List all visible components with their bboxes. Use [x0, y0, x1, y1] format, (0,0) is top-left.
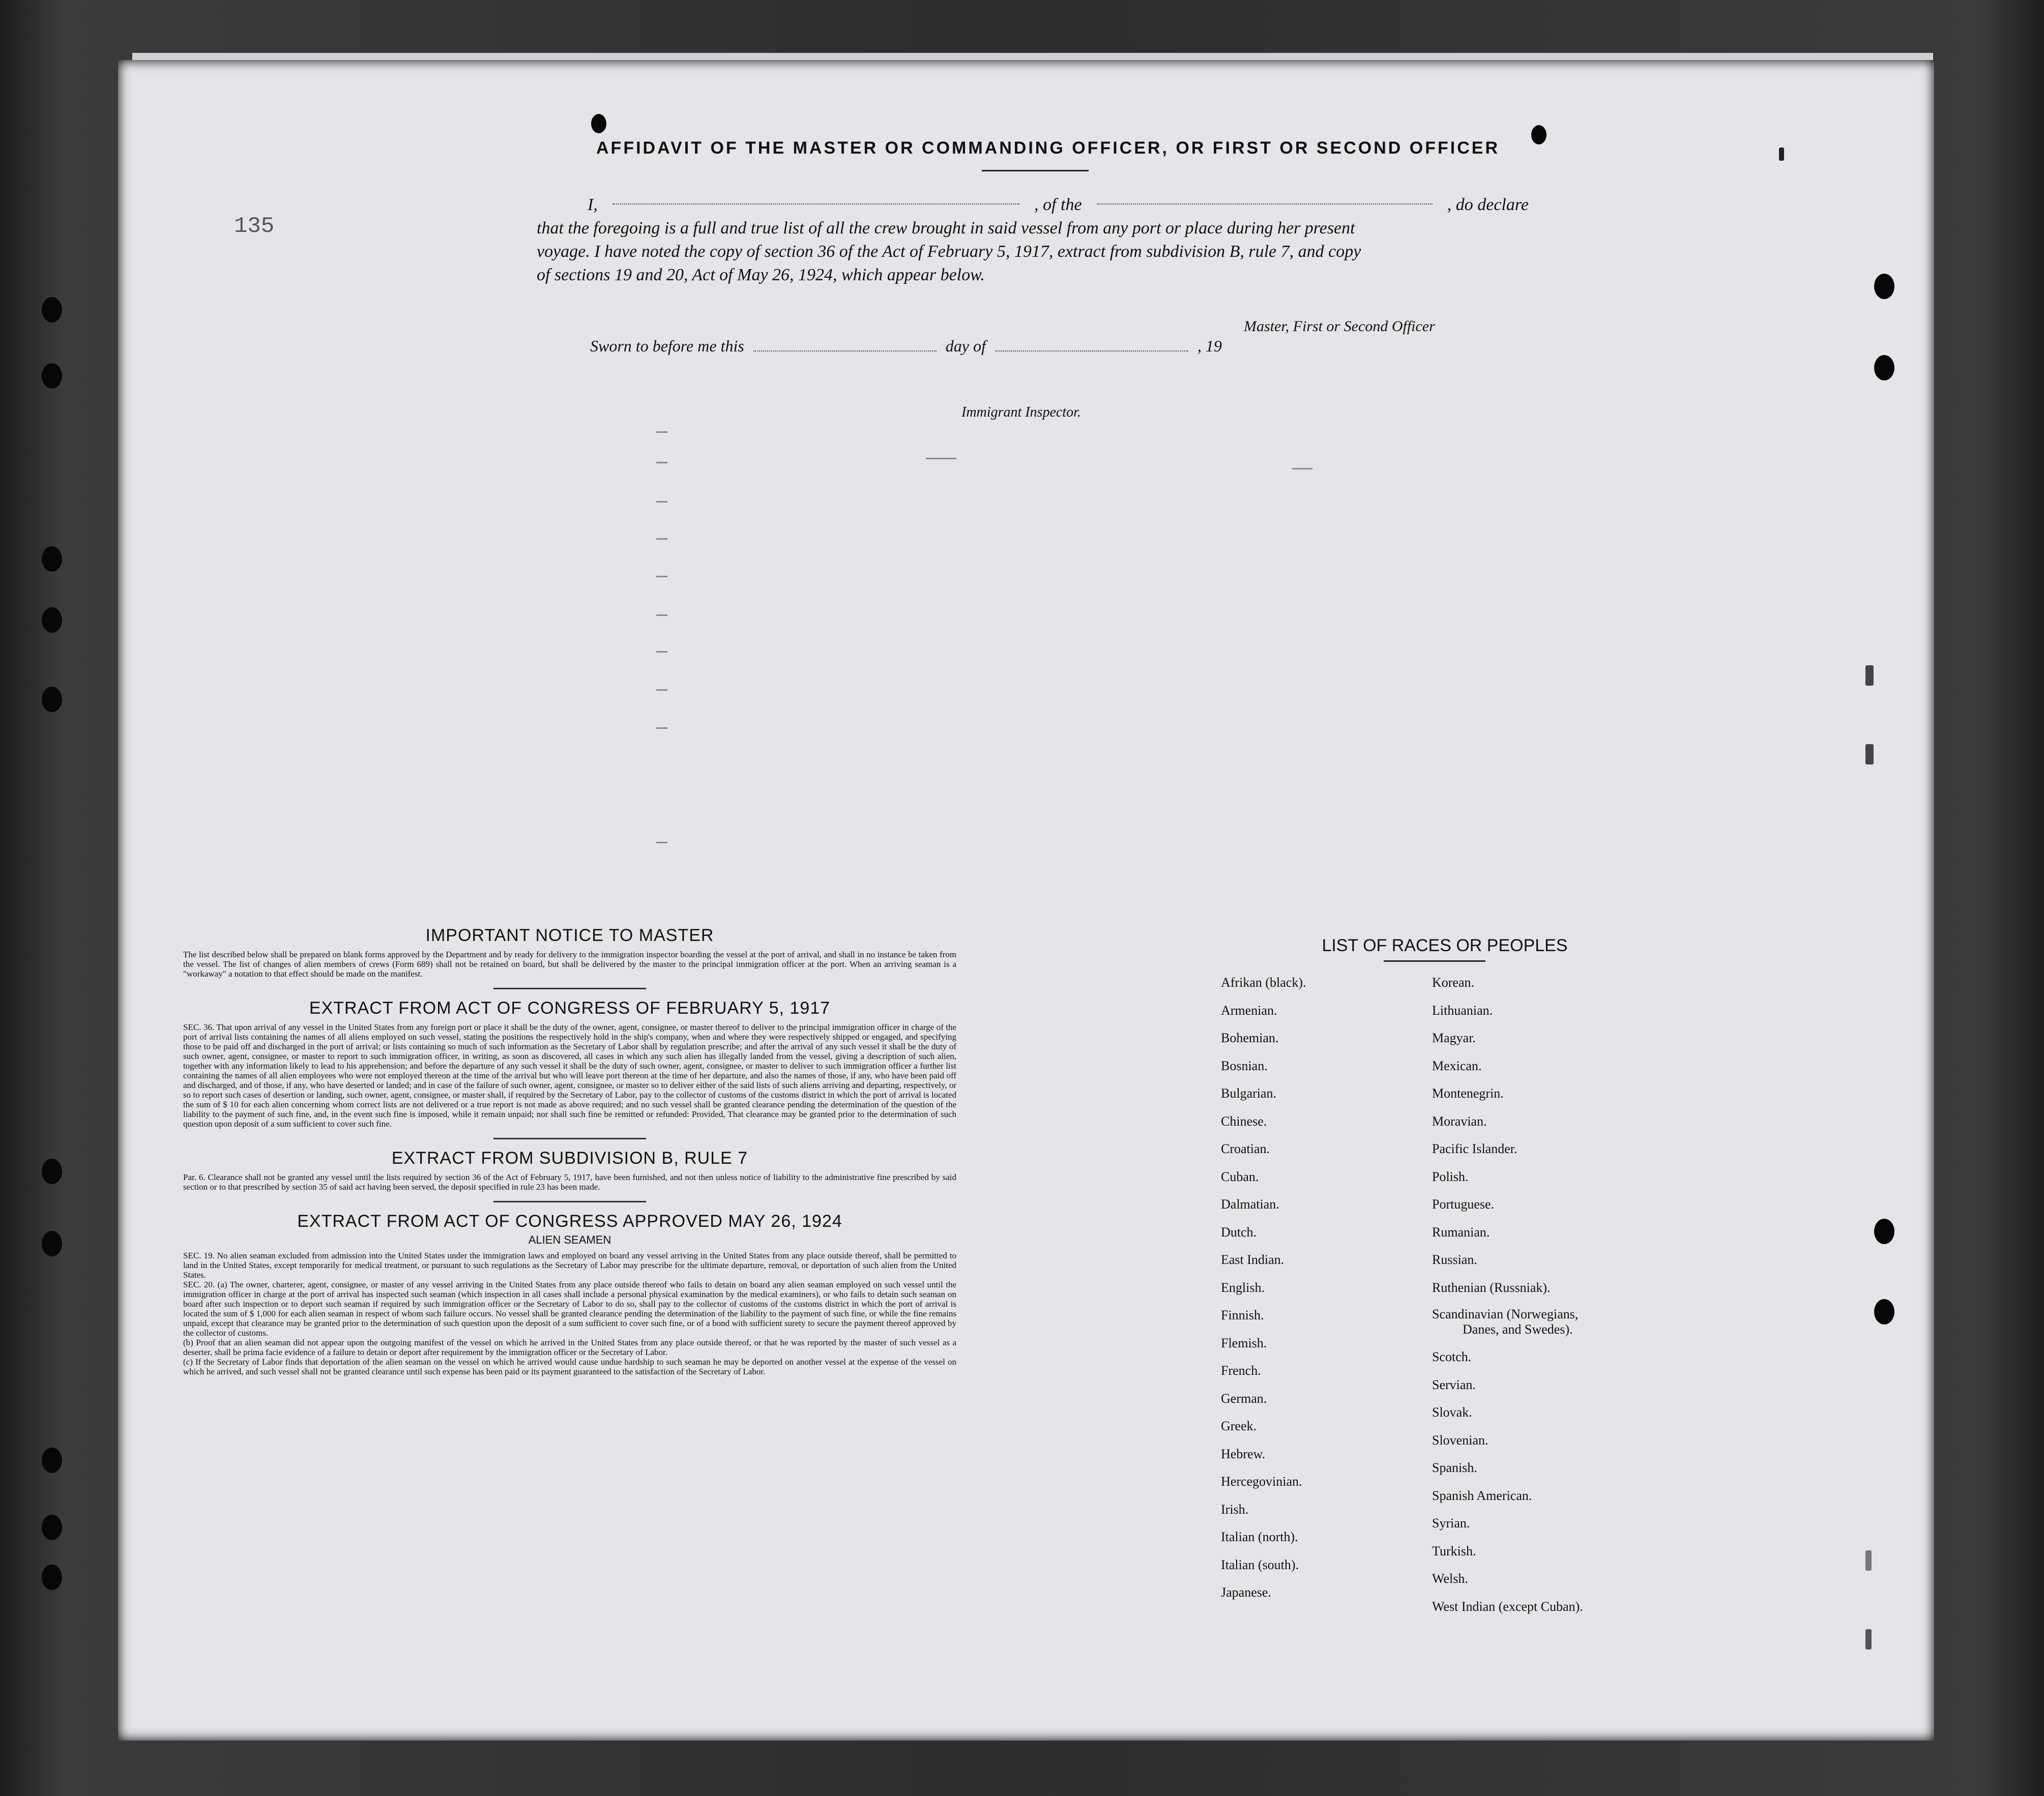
race-item: Greek. — [1221, 1419, 1257, 1433]
notices-column — [183, 926, 956, 1376]
races-list-right — [1432, 969, 1583, 1621]
punch-hole — [42, 1231, 62, 1256]
punch-hole — [1874, 1219, 1894, 1244]
races-title: LIST OF RACES OR PEOPLES — [1322, 936, 1568, 955]
extract-rule7-title: EXTRACT FROM SUBDIVISION B, RULE 7 — [391, 1149, 748, 1168]
race-item: German. — [1221, 1391, 1267, 1406]
race-item: Welsh. — [1432, 1571, 1468, 1586]
punch-hole — [42, 297, 62, 322]
race-item: Ruthenian (Russniak). — [1432, 1280, 1551, 1295]
extract-1924-sec20c: (c) If the Secretary of Labor finds that deportation of the alien seaman on the vessel on which he arrived would cause undue hardship to such seaman he may be deported on another vessel at the expense of the vessel on which he arrived, and such vessel shall not be granted clearance until such expense has been paid or its payment guaranteed to the satisfaction of the Secretary of Labor. — [183, 1357, 956, 1376]
race-item: Bulgarian. — [1221, 1086, 1277, 1101]
sworn-year: , 19 — [1197, 337, 1222, 355]
margin-mark — [1779, 148, 1784, 161]
race-item: Montenegrin. — [1432, 1086, 1504, 1101]
race-item: Polish. — [1432, 1169, 1469, 1184]
race-item: Mexican. — [1432, 1058, 1482, 1073]
race-item: Scotch. — [1432, 1349, 1472, 1364]
race-item: Chinese. — [1221, 1113, 1267, 1129]
margin-mark — [1865, 744, 1874, 764]
race-item: Cuban. — [1221, 1169, 1259, 1184]
bleed-through-mark — [656, 651, 667, 653]
declaration-line-1 — [537, 193, 1529, 217]
race-item: Magyar. — [1432, 1031, 1476, 1045]
affidavit-title: AFFIDAVIT OF THE MASTER OR COMMANDING OFFICER, OR FIRST OR SECOND OFFICER — [596, 138, 1500, 158]
sworn-line — [590, 337, 1222, 356]
declaration-line-2: that the foregoing is a full and true list of all the crew brought in said vessel from any port or place during her present — [537, 219, 1355, 238]
bleed-through-mark — [656, 538, 667, 540]
race-item: Italian (north). — [1221, 1529, 1298, 1544]
punch-hole — [42, 1515, 62, 1540]
margin-mark — [1865, 1550, 1872, 1571]
title-underline — [982, 170, 1089, 171]
bleed-through-mark — [656, 842, 667, 843]
sworn-month-blank — [995, 340, 1188, 351]
extract-rule7-text: Par. 6. Clearance shall not be granted any vessel until the lists required by section 36 of the Act of February 5, 1917, have been furnished, and not then unless notice of liability to the administrative fine prescribed by said section or to that prescribed by section 35 of said act having been served, the deposit specified in rule 23 has been made. — [183, 1172, 956, 1192]
race-item: English. — [1221, 1280, 1265, 1295]
bleed-through-mark — [656, 431, 667, 433]
punch-hole — [42, 546, 62, 572]
race-item: Korean. — [1432, 975, 1475, 990]
section-divider — [493, 1138, 646, 1139]
races-title-underline — [1384, 960, 1485, 962]
declaration-line-3: voyage. I have noted the copy of section 36 of the Act of February 5, 1917, extract from subdivision B, rule 7, and copy — [537, 242, 1361, 261]
race-item — [1432, 1302, 1583, 1343]
race-item: Bohemian. — [1221, 1031, 1279, 1045]
punch-hole — [42, 1565, 62, 1590]
sworn-day-blank — [753, 340, 937, 351]
race-item: Hercegovinian. — [1221, 1474, 1302, 1489]
punch-hole — [42, 687, 62, 712]
race-item: Portuguese. — [1432, 1197, 1495, 1212]
extract-1924-subtitle: ALIEN SEAMEN — [528, 1233, 611, 1246]
section-divider — [493, 1201, 646, 1202]
bleed-through-mark — [926, 458, 956, 459]
race-item: Irish. — [1221, 1501, 1249, 1517]
declaration-line-4: of sections 19 and 20, Act of May 26, 1924, which appear below. — [537, 266, 985, 284]
extract-1917-title: EXTRACT FROM ACT OF CONGRESS OF FEBRUARY 5, 1917 — [309, 998, 831, 1018]
margin-mark — [1865, 1629, 1872, 1650]
affidavit-of-the: , of the — [1034, 195, 1082, 214]
race-item: Japanese. — [1221, 1585, 1271, 1600]
punch-hole — [1874, 355, 1894, 380]
bleed-through-mark — [656, 576, 667, 577]
extract-1924-title: EXTRACT FROM ACT OF CONGRESS APPROVED MAY 26, 1924 — [297, 1212, 842, 1231]
race-item: Spanish. — [1432, 1460, 1477, 1475]
races-list-left — [1221, 969, 1306, 1607]
punch-hole — [42, 607, 62, 633]
race-item: Croatian. — [1221, 1141, 1270, 1156]
margin-note: 135 — [234, 214, 275, 239]
affidavit-i: I, — [588, 195, 598, 214]
punch-hole — [1874, 1299, 1894, 1324]
race-item: Servian. — [1432, 1377, 1476, 1392]
race-item: Slovenian. — [1432, 1432, 1488, 1448]
race-item: Dutch. — [1221, 1224, 1257, 1240]
race-item-line: Scandinavian (Norwegians, — [1432, 1307, 1579, 1321]
sworn-day-of: day of — [945, 337, 986, 355]
race-item: Bosnian. — [1221, 1058, 1268, 1073]
race-item: West Indian (except Cuban). — [1432, 1599, 1583, 1614]
race-item: Flemish. — [1221, 1335, 1267, 1350]
important-notice-text: The list described below shall be prepared on blank forms approved by the Department and by ready for delivery to the immigration inspector boarding the vessel at the port of arrival, and shall in no instance be taken from the vessel. The list of changes of alien members of crews (Form 689) shall not be retained on board, but shall be delivered by the master to the principal immigration officer at the port. When an arriving seaman is a "workaway" a notation to that effect should be made on the manifest. — [183, 950, 956, 979]
race-item: Afrikan (black). — [1221, 975, 1306, 990]
extract-1924-sec19: SEC. 19. No alien seaman excluded from admission into the United States under the immigration laws and employed on board any vessel arriving in the United States from any place outside thereof, shall be permitted to land in the United States, except temporarily for medical treatment, or pursuant to such regulations as the Secretary of Labor may prescribe for the ultimate departure, removal, or deportation of such alien from the United States. — [183, 1251, 956, 1280]
race-item: Armenian. — [1221, 1003, 1277, 1018]
race-item: Hebrew. — [1221, 1446, 1266, 1461]
affidavit-declaration — [537, 193, 1529, 287]
bleed-through-mark — [1292, 468, 1312, 469]
race-item: Russian. — [1432, 1252, 1477, 1267]
punch-hole — [591, 114, 606, 133]
race-item-line: Danes, and Swedes). — [1463, 1322, 1573, 1337]
extract-1924-sec20a: SEC. 20. (a) The owner, charterer, agent, consignee, or master of any vessel arriving in the United States from any place outside thereof who fails to detain on board any alien seaman employed on such vessel until the immigration officer in charge at the port of arrival has inspected such seaman (which inspection in all cases shall include a personal physical examination by the medical examiners), or who fails to detain such seaman on board after such inspection or to deport such seaman if required by such immigration officer or the Secretary of Labor to do so, shall pay to the collector of customs of the customs district in which the port of arrival is located the sum of $ 1,000 for each alien seaman in respect of whom such failure occurs. No vessel shall be granted clearance pending the determination of the liability to the payment of such fine, or while the fine remains unpaid, except that clearance may be granted prior to the determination of such question upon the deposit of a sum sufficient to cover such fine, or of a bond with sufficient surety to secure the payment thereof approved by the collector of customs. — [183, 1280, 956, 1338]
race-item: Lithuanian. — [1432, 1003, 1493, 1018]
vessel-blank — [1097, 193, 1433, 204]
race-item: Turkish. — [1432, 1543, 1476, 1558]
race-item: Syrian. — [1432, 1516, 1470, 1530]
race-item: Slovak. — [1432, 1405, 1472, 1420]
race-item: Finnish. — [1221, 1308, 1264, 1322]
inspector-label: Immigrant Inspector. — [961, 404, 1081, 420]
bleed-through-mark — [656, 614, 667, 616]
punch-hole — [1874, 274, 1894, 299]
extract-1917-text: SEC. 36. That upon arrival of any vessel in the United States from any foreign port or place it shall be the duty of the owner, agent, consignee, or master thereof to deliver to the principal immigration officer in charge of the port of arrival lists containing the names of all aliens employed on such vessel, stating the positions the respectively hold in the ship's company, when and where they were respectively shipped or engaged, and specifying those to be paid off and discharged in the port of arrival; or lists containing so much of such information as the Secretary of Labor shall by regulation prescribe; and after the arrival of any such vessel it shall be the duty of such owner, agent, consignee, or master to report to such immigration officer, in writing, as soon as discovered, all cases in which any such alien has illegally landed from the vessel, giving a description of such alien, together with any information likely to lead to his apprehension; and before the departure of any such vessel it shall be the duty of such owner, agent, consignee, or master to deliver to such immigration officer a further list containing the names of all alien employees who were not employed thereon at the time of the arrival but who will leave port thereon at the time of her departure, and also the names of those, if any, who have been paid off and discharged, and of those, if any, who have deserted or landed; and in case of the failure of such owner, agent, consignee, or master so to deliver either of the said lists of such aliens arriving and departing, respectively, or so to report such cases of desertion or landing, such owner, agent, consignee, or master shall, if required by the Secretary of Labor, pay to the collector of customs of the customs district in which the port of arrival is located the sum of $ 10 for each alien concerning whom correct lists are not delivered or a true report is not made as above required; and no such vessel shall be granted clearance pending the determination of the question of the liability to the payment of such fine, and, in the event such fine is imposed, while it remain unpaid; nor shall such fine be remitted or refunded: Provided, That clearance may be granted prior to the determination of such question upon deposit of a sum sufficient to cover such fine. — [183, 1022, 956, 1129]
bleed-through-mark — [656, 501, 667, 503]
bleed-through-mark — [656, 727, 667, 729]
punch-hole — [42, 1448, 62, 1473]
race-item: Rumanian. — [1432, 1224, 1490, 1240]
race-item: Spanish American. — [1432, 1488, 1532, 1503]
name-blank — [612, 193, 1019, 204]
sworn-prefix: Sworn to before me this — [590, 337, 744, 355]
extract-1924-sec20b: (b) Proof that an alien seaman did not appear upon the outgoing manifest of the vessel on which he arrived in the United States from any place outside thereof, or that he was reported by the master of such vessel as a deserter, shall be prima facie evidence of a failure to detain or deport after requirement by the immigration officer or the Secretary of Labor. — [183, 1338, 956, 1357]
section-divider — [493, 988, 646, 989]
bleed-through-mark — [656, 462, 667, 463]
punch-hole — [42, 1159, 62, 1184]
race-item: Pacific Islander. — [1432, 1141, 1517, 1156]
signature-label: Master, First or Second Officer — [1244, 318, 1435, 335]
important-notice-title: IMPORTANT NOTICE TO MASTER — [425, 926, 714, 945]
race-item: Italian (south). — [1221, 1557, 1299, 1572]
margin-mark — [1865, 665, 1874, 686]
affidavit-do-declare: , do declare — [1447, 195, 1529, 214]
bleed-through-mark — [656, 689, 667, 691]
punch-hole — [42, 363, 62, 389]
race-item: French. — [1221, 1363, 1261, 1378]
document-page — [118, 60, 1934, 1741]
race-item: Dalmatian. — [1221, 1197, 1279, 1212]
race-item: Moravian. — [1432, 1113, 1487, 1129]
race-item: East Indian. — [1221, 1252, 1284, 1267]
